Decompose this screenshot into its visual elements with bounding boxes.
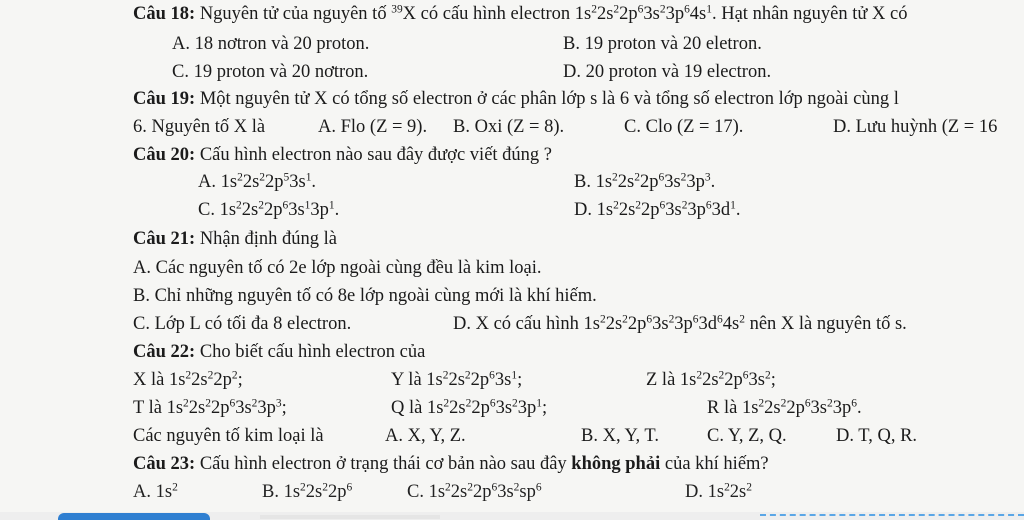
q21-option-b: B. Chỉ những nguyên tố có 8e lớp ngoài cùng mới là khí hiếm.: [133, 286, 597, 306]
q19-option-b: B. Oxi (Z = 8).: [453, 117, 565, 137]
q23-option-c: C. $1s^22s^22p^63s^2sp^6$: [407, 481, 542, 502]
q22-option-b: B. X, Y, T.: [581, 426, 659, 446]
config-label: T là 1s: [133, 398, 184, 418]
sup: 6: [637, 3, 644, 16]
q18-config-e: 3p: [665, 4, 685, 24]
q20-text: Cấu hình electron nào sau đây được viết đúng ?: [195, 145, 553, 165]
q18-mass: 39: [391, 3, 403, 16]
q22-line: [133, 340, 425, 364]
q22-option-c: C. Y, Z, Q.: [707, 426, 787, 446]
config-label: Z là 1s: [646, 370, 697, 390]
q23-option-d: D. $1s^22s^2$: [685, 481, 752, 502]
q19-option-a: A. Flo (Z = 9).: [318, 117, 428, 137]
q21-option-a: A. Các nguyên tố có 2e lớp ngoài cùng đều là kim loại.: [133, 258, 542, 278]
q20-option-c: C. $1s^22s^22p^63s^13p^1$.: [198, 199, 340, 220]
q18-config-b: 2s: [596, 4, 614, 24]
q23-text-end: của khí hiếm?: [660, 454, 769, 474]
opt-label: A.: [198, 172, 216, 192]
dashed-divider: [760, 514, 1024, 516]
q19-option-d: D. Lưu huỳnh (Z = 16: [833, 117, 998, 137]
q22-config-z: Z là $1s^22s^22p^63s^2$;: [646, 369, 776, 390]
q22-config-q: Q là $1s^22s^22p^63s^23p^1$;: [391, 397, 548, 418]
q20-label: Câu 20:: [133, 145, 196, 165]
q23-text: Cấu hình electron ở trạng thái cơ bản nào sau đây: [195, 454, 572, 474]
opt: C. 1s: [407, 482, 446, 502]
opt-label: D.: [574, 200, 592, 220]
q21-text: Nhận định đúng là: [195, 229, 337, 249]
q21-label: Câu 21:: [133, 229, 196, 249]
q19-option-c: C. Clo (Z = 17).: [624, 117, 744, 137]
opt: A. 1s: [133, 482, 173, 502]
q22-config-y: Y là $1s^22s^22p^63s^1$;: [391, 369, 523, 390]
q21-optd-end: nên X là nguyên tố s.: [744, 314, 907, 334]
q19-line: [133, 87, 899, 111]
q18-label: Câu 18:: [133, 4, 196, 24]
q20-option-d: D. $1s^22s^22p^63s^23p^63d^1$.: [574, 199, 741, 220]
q18-option-a: A. 18 nơtron và 20 proton.: [172, 34, 370, 54]
q19-text: Một nguyên tử X có tổng số electron ở các phân lớp s là 6 và tổng số electron lớp ngoài cùng l: [195, 89, 899, 109]
q22-label: Câu 22:: [133, 342, 196, 362]
config-label: Q là 1s: [391, 398, 444, 418]
q23-label: Câu 23:: [133, 454, 196, 474]
q21-optd-text: D. X có cấu hình 1s: [453, 314, 600, 334]
q22-option-d: D. T, Q, R.: [836, 426, 918, 446]
opt-label: C.: [198, 200, 215, 220]
q22-metals: Các nguyên tố kim loại là: [133, 426, 324, 446]
config-label: X là 1s: [133, 370, 186, 390]
q22-option-a: A. X, Y, Z.: [385, 426, 466, 446]
blue-highlight-bar: [58, 513, 210, 520]
config-label: R là 1s: [707, 398, 759, 418]
q21-option-c: C. Lớp L có tối đa 8 electron.: [133, 314, 352, 334]
q23-line: [133, 452, 769, 476]
bottom-faint-bar: [260, 515, 440, 519]
q18-option-d: D. 20 proton và 19 electron.: [563, 62, 772, 82]
q18-option-b: B. 19 proton và 20 eletron.: [563, 34, 762, 54]
q21-option-d: D. X có cấu hình $1s^22s^22p^63s^23p^63d^64s^2$ nên X là nguyên tố s.: [453, 313, 907, 334]
q19-line2: 6. Nguyên tố X là: [133, 117, 266, 137]
sup: 2: [613, 3, 620, 16]
q18-text-end: . Hạt nhân nguyên tử X có: [711, 4, 908, 24]
q18-text: Nguyên tử của nguyên tố: [195, 4, 392, 24]
q23-option-a: A. $1s^2$: [133, 481, 178, 502]
q21-line: [133, 227, 337, 251]
q22-config-t: T là $1s^22s^22p^63s^23p^3$;: [133, 397, 287, 418]
sup: 1: [706, 3, 712, 16]
q22-config-x: X là $1s^22s^22p^2$;: [133, 369, 243, 390]
config-label: Y là 1s: [391, 370, 443, 390]
q18-option-c: C. 19 proton và 20 nơtron.: [172, 62, 369, 82]
q20-option-b: B. $1s^22s^22p^63s^23p^3$.: [574, 171, 716, 192]
opt: D. 1s: [685, 482, 725, 502]
q23-bold: không phải: [571, 454, 661, 474]
q18-line: [133, 2, 907, 26]
q18-config-d: 3s: [643, 4, 660, 24]
opt-label: B.: [574, 172, 591, 192]
q18-config-f: 4s: [689, 4, 707, 24]
opt: B. 1s: [262, 482, 301, 502]
q22-text: Cho biết cấu hình electron của: [195, 342, 426, 362]
q23-option-b: B. $1s^22s^22p^6$: [262, 481, 353, 502]
q18-config-c: 2p: [619, 4, 638, 24]
q20-line: [133, 143, 552, 167]
sup: 2: [591, 3, 597, 16]
q18-config-a: X có cấu hình electron 1s: [402, 4, 592, 24]
q22-config-r: R là $1s^22s^22p^63s^23p^6$.: [707, 397, 862, 418]
sup: 2: [659, 3, 666, 16]
q20-option-a: A. $1s^22s^22p^53s^1$.: [198, 171, 317, 192]
q19-label: Câu 19:: [133, 89, 196, 109]
sup: 6: [684, 3, 690, 16]
